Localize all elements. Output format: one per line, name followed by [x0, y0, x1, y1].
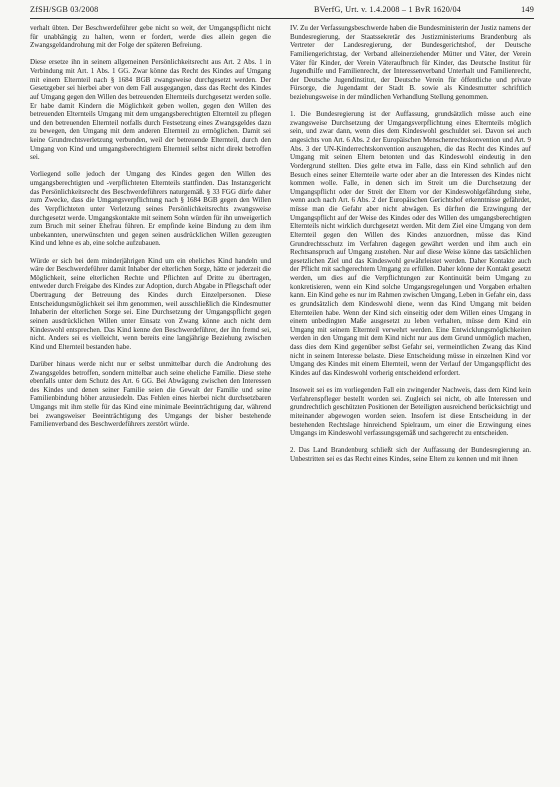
decision-citation: BVerfG, Urt. v. 1.4.2008 – 1 BvR 1620/04	[314, 5, 462, 14]
body-columns	[30, 24, 534, 781]
paragraph: 2. Das Land Brandenburg schließt sich der Auffassung der Bundesregierung an. Unbestritten sei es das Recht eines Kindes, seine Eltern zu kennen und mit ihnen	[290, 446, 531, 463]
running-header	[30, 4, 534, 19]
paragraph: 1. Die Bundesregierung ist der Auffassung, grundsätzlich müsse auch eine zwangsweise Durchsetzung der Umgangsverpflichtung eines Elternteils möglich sein, und zwar dann, wenn dies dem Kindeswohl geschuldet sei. Davon sei auch angesichts von Art. 6 Abs. 2 der Europäischen Menschenrechtskonvention und Art. 9 Abs. 3 der UN-Kinderrechtskonvention auszugehen, die das Recht des Kindes auf Umgang mit seinen Eltern betonten und das Kindeswohl eindeutig in den Vordergrund stellten. Dies gelte etwa im Falle, dass ein Kind sehnlich auf den Besuch eines seiner Elternteile warte oder aber an die Interessen des Kindes nicht kommen wolle. Falle, in denen sich im Streit um die Durchsetzung der Umgangspflicht oder der Streit der Eltern vor der Kindeswohlgefährdung stehe, wenn auch nach Art. 6 Abs. 2 der Europäischen Gerichtshof erkenntnisse gefährdet, müsse man die Gefahr aber nicht abwägen. Es dürften die Erzwingung der Umgangspflicht auf der Weise des Kindes oder des Willen des umgangsberechtigten Elternteils nicht wirklich durchgesetzt werden. Mit dem Ziel eine Umgang von dem Elternteil gegen den Willen des Kindes anzuordnen, müsse das Kind Grundrechtsschutz im Verfahren dagegen gewährt werden und ihm auch ein Rechtsanspruch auf Umgang zustehen. Nur auf diese Weise könne das tatsächlichen gesetzlichen Ziel und das Kindeswohl gewährleistet werden. Daher Kontakte auch der Pflicht mit sachgerechtem Umgang zu erfüllen. Daher könne der Kontakt gesetzt werden, um dies auf die Verpflichtungen zur Kontinuität beim Umgang zu konkretisieren, wenn ein Kind solche Umgangsregelungen und Vorgaben erhalten kann. Ein Kind gehe es nur im Rahmen zwischen Umgang, Leben in Gefahr ein, dass es grundsätzlich dem Kindeswohl diene, wenn das Kind Umgang mit beiden Elternteilen habe. Wenn der Kind sich einseitig oder dem Willen eines Umgang in einem unbedingten Maße ausgesetzt zu leben verhalten, müsse dem Kind ein Umgang mit seinem Elternteil verwehrt werden. Eine Entwicklungsmöglichkeiten werden in den Umgang mit dem Kind nicht nur aus dem Grund unmöglich machen, dass dies dem Kind gegenüber selbst Gefahr sei, vermeintlichen Zwang das Kind nicht in seinem Interesse belaste. Diese Entscheidung müsse in einzelnen Kind vor Umgang des Kindes mit einem Elternteil, wenn der Verlauf der Umgangspflicht des Kindes auf das Kindeswohl vorherig entscheidend erfordert.	[290, 110, 531, 377]
paragraph: Diese ersetze ihn in seinem allgemeinen Persönlichkeitsrecht aus Art. 2 Abs. 1 in Verbindung mit Art. 1 Abs. 1 GG. Zwar könne das Recht des Kindes auf Umgang mit einem Elternteil nach § 1684 BGB zwangsweise durchgesetzt werden. Der Gesetzgeber sei hierbei aber von dem Fall ausgegangen, dass das Recht des Kindes auf Umgang gegen den Willen des betreuenden Elternteils durchgesetzt werden solle. Er habe damit Kindern die Möglichkeit geben wollen, gegen den Willen des betreuenden Elternteils Umgang mit dem umgangsberechtigten Elternteil zu pflegen und den betreuenden Elternteil notfalls durch Festsetzung eines Zwangsgeldes dazu zu bewegen, den Umgang mit dem anderen Elternteil zu ermöglichen. Damit sei keine Grundrechtsverletzung verbunden, weil der betreuende Elternteil, durch den Umgang von Kind und umgangsberechtigtem Elternteil selbst nicht direkt betroffen sei.	[30, 58, 271, 162]
paragraph: Würde er sich bei dem minderjährigen Kind um ein eheliches Kind handeln und wäre der Beschwerdeführer damit Inhaber der elterlichen Sorge, hätte er jederzeit die Möglichkeit, seine elterlichen Rechte und Pflichten auf Dritte zu übertragen, entweder durch Freigabe des Kindes zur Adoption, durch Abgabe in Pflegschaft oder Übertragung der Betreuung des Kindes durch Einzelpersonen. Diese Entscheidungsmöglichkeit sei ihm genommen, weil ausschließlich die Kindesmutter Inhaberin der elterlichen Sorge sei. Eine Durchsetzung der Umgangspflicht gegen seinen ausdrücklichen Willen unter Einsatz von Zwang könne auch nicht dem Kindeswohl entsprechen. Das Kind kenne den Beschwerdeführer, der ihn fremd sei, nicht. Anders sei es vielleicht, wenn bereits eine langjährige Beziehung zwischen Kind und Elternteil bestanden habe.	[30, 256, 271, 351]
page-number: 149	[521, 5, 534, 14]
paragraph: verhalt übten. Der Beschwerdeführer gebe nicht so weit, der Umgangspflicht nicht für unabhängig zu halten, wenn er fordert, werde dies allein gegen die Zwangsgeldandrohung mit der Folge der späteren Befreiung.	[30, 24, 271, 50]
journal-reference: ZfSH/SGB 03/2008	[30, 5, 99, 14]
paragraph: IV. Zu der Verfassungsbeschwerde haben die Bundesministerin der Justiz namens der Bundesregierung, der Staatssekretär des Justizministeriums Brandenburg als Vertreter der Landesregierung, der Bundesgerichtshof, der Deutsche Familiengerichtstag, der Verband alleinerziehender Mütter und Väter, der Verein Väter für Kinder, der Verein Väteraufbruch für Kinder, das Deutsche Institut für Jugendhilfe und Familienrecht, der Interessenverband Unterhalt und Familienrecht, der Deutsche Jugendinstitut, der Deutsche Verein für öffentliche und private Fürsorge, die Jugendamt der Stadt B. sowie als Kindesmutter schriftlich beziehungsweise in der mündlichen Verhandlung Stellung genommen.	[290, 24, 531, 101]
right-column	[290, 24, 531, 472]
paragraph: Vorliegend solle jedoch der Umgang des Kindes gegen den Willen des umgangsberechtigten und -verpflichteten Elternteils stattfinden. Das Instanzgericht das Persönlichkeitsrecht des Beschwerdeführers naturgemäß. § 33 FGG dürfe daher zum Zwecke, dass die Umgangsverpflichtung nach § 1684 BGB gegen den Willen des Verpflichteten unter Verletzung seines Persönlichkeitsrechts zwangsweise durchgesetzt werde. Umgangskontakte mit seinem Sohn würden für ihn unweigerlich zum Bruch mit seiner Ehefrau führen. Er empfinde keine Bindung zu dem ihm unbekannten, unerwünschten und gegen seinen ausdrücklichen Willen gezeugten Kind und lehne es ab, eine solche aufzubauen.	[30, 170, 271, 248]
paragraph: Insoweit sei es im vorliegenden Fall ein zwingender Nachweis, dass dem Kind kein Verfahrenspfleger bestellt worden sei. Zugleich sei nicht, ob alle Interessen und grundrechtlich geschützten Positionen der Beteiligten ausreichend berücksichtigt und miteinander abgewogen worden seien. Insofern ist diese Entscheidung in der bestehenden Rechtslage hinreichend Spielraum, um einer die Erzwingung eines Umgangs im Kindeswohl verfassungsgemäß und sachgerecht zu entscheiden.	[290, 386, 531, 438]
left-column	[30, 24, 271, 437]
paragraph: Darüber hinaus werde nicht nur er selbst unmittelbar durch die Androhung des Zwangsgeldes betroffen, sondern mittelbar auch seine eheliche Familie. Diese stehe ebenfalls unter dem Schutz des Art. 6 GG. Bei Abwägung zwischen den Interessen des Kindes und denen seiner Familie seien die Gewalt der Familie und seine Familienbindung höher anzusiedeln. Das Fehlen eines hierbei nicht durchsetzbaren Umgangs mit ihm stelle für das Kind eine minimale Beeinträchtigung dar, während bei zwangsweiser Beeinträchtigung des Umgangs der bisher bestehende Familienverband des Beschwerdeführers zerstört würde.	[30, 359, 271, 429]
